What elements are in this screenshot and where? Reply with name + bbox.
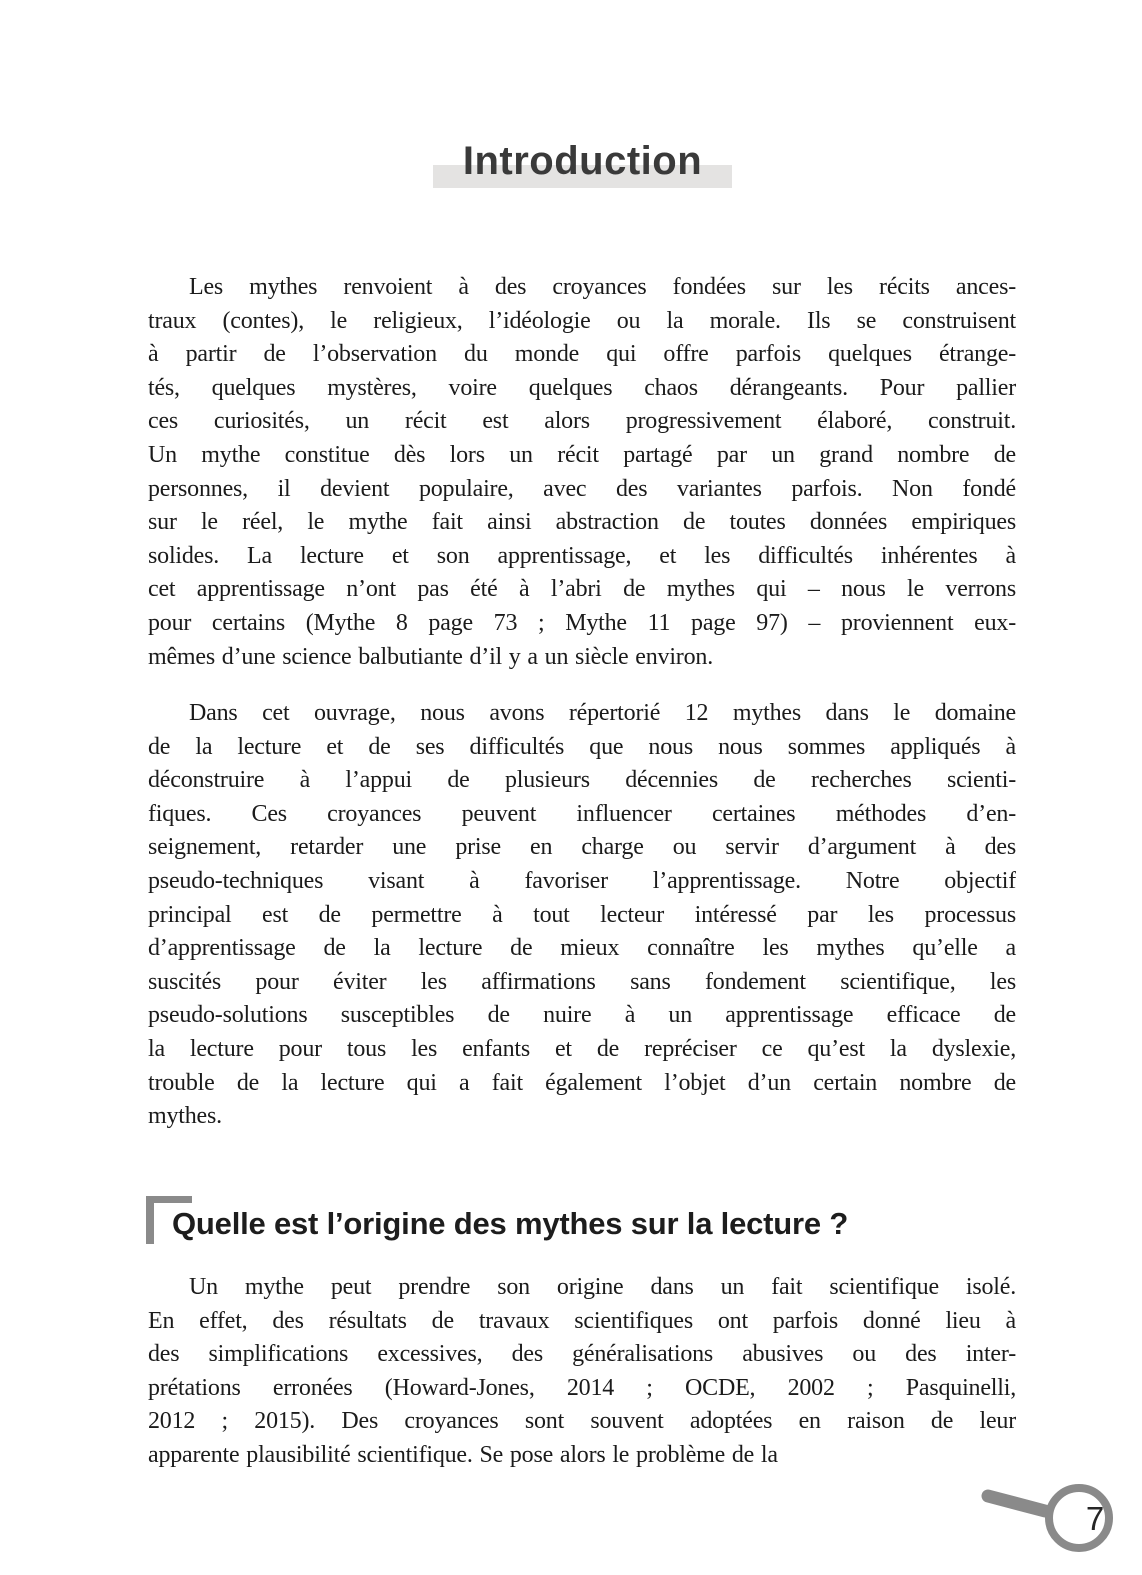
- text-line: Un mythe peut prendre son origine dans un fait scientifique isolé.: [189, 1274, 1016, 1300]
- text-line: ces curiosités, un récit est alors progressivement élaboré, construit.: [148, 408, 1016, 435]
- text-line: pseudo-techniques visant à favoriser l’apprentissage. Notre objectif: [148, 867, 1016, 894]
- text-line: la lecture pour tous les enfants et de repréciser ce qu’est la dyslexie,: [148, 1035, 1016, 1062]
- text-line: prétations erronées (Howard-Jones, 2014 ; OCDE, 2002 ; Pasquinelli,: [148, 1374, 1016, 1401]
- section-heading: Quelle est l’origine des mythes sur la lecture ?: [172, 1206, 849, 1241]
- text-line: fiques. Ces croyances peuvent influencer certaines méthodes d’en-: [148, 800, 1016, 827]
- text-line: à partir de l’observation du monde qui offre parfois quelques étrange-: [148, 341, 1016, 368]
- text-line: Un mythe constitue dès lors un récit partagé par un grand nombre de: [148, 441, 1016, 468]
- chapter-title-block: [433, 140, 732, 182]
- text-line: tés, quelques mystères, voire quelques chaos dérangeants. Pour pallier: [148, 374, 1016, 401]
- text-line: principal est de permettre à tout lecteur intéressé par les processus: [148, 901, 1016, 928]
- text-line: cet apprentissage n’ont pas été à l’abri de mythes qui – nous le verrons: [148, 576, 1016, 603]
- text-line: Les mythes renvoient à des croyances fondées sur les récits ances-: [189, 274, 1016, 300]
- text-line: pseudo-solutions susceptibles de nuire à un apprentissage efficace de: [148, 1002, 1016, 1029]
- text-line: mêmes d’une science balbutiante d’il y a un siècle environ.: [148, 643, 713, 670]
- text-line: d’apprentissage de la lecture de mieux connaître les mythes qu’elle a: [148, 935, 1016, 962]
- text-line: seignement, retarder une prise en charge ou servir d’argument à des: [148, 834, 1016, 861]
- section-paragraph-1: [148, 1271, 1016, 1473]
- text-line: trouble de la lecture qui a fait également l’objet d’un certain nombre de: [148, 1069, 1016, 1096]
- page-title: Introduction: [462, 139, 703, 183]
- intro-paragraph-2: [148, 697, 1016, 1134]
- page-number-badge: [975, 1475, 1125, 1570]
- magnifier-handle: [988, 1496, 1045, 1511]
- text-line: mythes.: [148, 1103, 222, 1130]
- text-line: solides. La lecture et son apprentissage, et les difficultés inhérentes à: [148, 542, 1016, 569]
- text-line: traux (contes), le religieux, l’idéologie ou la morale. Ils se construisent: [148, 307, 1016, 334]
- text-line: En effet, des résultats de travaux scientifiques ont parfois donné lieu à: [148, 1307, 1016, 1334]
- text-line: sur le réel, le mythe fait ainsi abstraction de toutes données empiriques: [148, 509, 1016, 536]
- text-line: déconstruire à l’appui de plusieurs décennies de recherches scienti-: [148, 767, 1016, 794]
- text-line: Dans cet ouvrage, nous avons répertorié 12 mythes dans le domaine: [189, 700, 1016, 726]
- text-line: apparente plausibilité scientifique. Se pose alors le problème de la: [148, 1441, 778, 1468]
- section-heading-block: [146, 1196, 946, 1242]
- text-line: suscités pour éviter les affirmations sans fondement scientifique, les: [148, 968, 1016, 995]
- text-line: des simplifications excessives, des généralisations abusives ou des inter-: [148, 1341, 1016, 1368]
- text-line: 2012 ; 2015). Des croyances sont souvent adoptées en raison de leur: [148, 1408, 1016, 1435]
- intro-paragraph-1: [148, 271, 1016, 674]
- text-line: de la lecture et de ses difficultés que nous nous sommes appliqués à: [148, 733, 1016, 760]
- corner-bracket-icon: [146, 1196, 192, 1244]
- text-line: pour certains (Mythe 8 page 73 ; Mythe 11 page 97) – proviennent eux-: [148, 609, 1016, 636]
- page-number: 7: [1085, 1500, 1105, 1537]
- text-line: personnes, il devient populaire, avec des variantes parfois. Non fondé: [148, 475, 1016, 502]
- magnifying-glass-icon: [975, 1475, 1125, 1570]
